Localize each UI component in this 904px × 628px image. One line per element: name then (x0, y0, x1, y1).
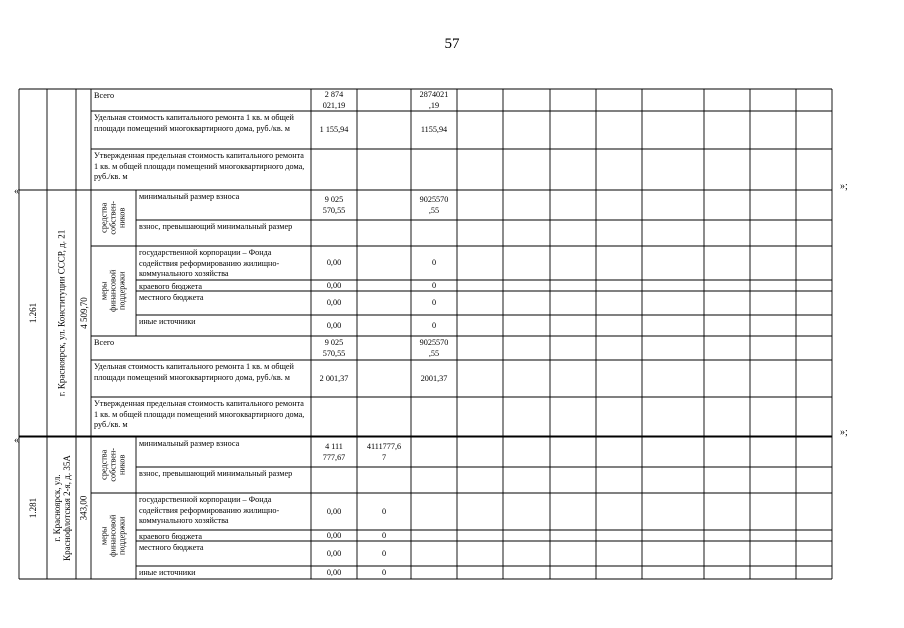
row-label: Утвержденная предельная стоимость капитального ремонта 1 кв. м общей площади помещений многоквартирного дома, руб./кв. м (94, 399, 305, 429)
object-1261-group-owners: средства собствен-ников (99, 201, 128, 235)
value-cell: 4 111 777,67 (322, 442, 346, 462)
value-cell: 9025570 ,55 (419, 338, 449, 358)
value-cell (360, 469, 408, 492)
row-label: местного бюджета (139, 543, 204, 552)
value-cell: 0,00 (326, 568, 342, 577)
value-cell (414, 495, 454, 529)
value-cell: 0 (431, 282, 437, 290)
value-cell: 9025570 ,55 (419, 195, 449, 215)
value-cell: 0 (431, 298, 437, 308)
row-label: иные источники (139, 568, 196, 577)
value-cell (314, 469, 354, 492)
row-label: Всего (94, 91, 115, 100)
row-label: краевого бюджета (139, 282, 203, 290)
object-1281-address-line2: Краснофлотская 2-я, д. 35А (61, 455, 72, 561)
close-quote-2: »; (840, 427, 848, 438)
value-cell: 2 001,37 (319, 373, 349, 383)
value-cell: 9 025 570,55 (322, 195, 346, 215)
value-cell (414, 151, 454, 189)
value-cell (360, 113, 408, 148)
row-label: Всего (94, 338, 115, 347)
value-cell (414, 469, 454, 492)
value-cell: 2 874 021,19 (322, 91, 346, 110)
value-cell (360, 151, 408, 189)
row-label: Удельная стоимость капитального ремонта 1 кв. м общей площади помещений многоквартирного дома, руб./кв. м (94, 113, 294, 133)
row-label: минимальный размер взноса (139, 439, 240, 448)
value-cell (414, 222, 454, 245)
value-cell: 0,00 (326, 548, 342, 558)
value-cell (414, 532, 454, 540)
value-cell: 0,00 (326, 320, 342, 330)
row-label: краевого бюджета (139, 532, 203, 540)
value-cell (414, 439, 454, 466)
row-label: государственной корпорации – Фонда содействия реформированию жилищно-коммунального хозяйства (139, 248, 280, 278)
row-label: Удельная стоимость капитального ремонта 1 кв. м общей площади помещений многоквартирного дома, руб./кв. м (94, 362, 294, 382)
value-cell: 1155,94 (420, 125, 448, 135)
value-cell: 0 (381, 568, 387, 577)
page-number: 57 (444, 36, 460, 52)
object-1261-group-support: меры финансовой поддержки (99, 269, 128, 313)
value-cell (360, 399, 408, 435)
row-label: местного бюджета (139, 293, 204, 302)
value-cell (314, 399, 354, 435)
value-cell (314, 151, 354, 189)
object-1281-address (47, 437, 76, 579)
row-label: государственной корпорации – Фонда содействия реформированию жилищно-коммунального хозяйства (139, 495, 280, 525)
row-label: взнос, превышающий минимальный размер (139, 469, 293, 478)
value-cell: 2874021 ,19 (419, 91, 449, 110)
object-1281-area: 343,00 (78, 495, 89, 521)
close-quote-1: »; (840, 181, 848, 192)
value-cell (314, 222, 354, 245)
open-quote-2: « (14, 435, 19, 446)
value-cell: 1 155,94 (319, 125, 349, 135)
value-cell: 0 (431, 320, 437, 330)
value-cell: 0 (381, 532, 387, 540)
value-cell (360, 317, 408, 335)
value-cell: 0,00 (326, 532, 342, 540)
value-cell (360, 222, 408, 245)
value-cell (360, 248, 408, 279)
value-cell (414, 543, 454, 565)
row-label: иные источники (139, 317, 196, 326)
row-label: Утвержденная предельная стоимость капитального ремонта 1 кв. м общей площади помещений многоквартирного дома, руб./кв. м (94, 151, 305, 181)
value-cell (414, 399, 454, 435)
value-cell (360, 362, 408, 396)
value-cell: 0 (381, 506, 387, 516)
object-1261-id: 1.261 (28, 302, 38, 324)
object-1261-address: г. Красноярск, ул. Конституции СССР, д. 21 (56, 229, 67, 397)
object-1261-area: 4 509,70 (78, 297, 89, 329)
value-cell: 0,00 (326, 282, 342, 290)
value-cell: 0,00 (326, 258, 342, 268)
value-cell: 9 025 570,55 (322, 338, 346, 358)
value-cell (414, 568, 454, 578)
object-1281-group-owners: средства собствен-ников (99, 448, 128, 482)
object-1281-id: 1.281 (28, 497, 38, 519)
object-1281-group-support: меры финансовой поддержки (99, 514, 128, 558)
row-label: минимальный размер взноса (139, 192, 240, 201)
object-1281-address-line1: г. Красноярск, ул. (51, 474, 62, 542)
value-cell (360, 282, 408, 290)
value-cell (360, 293, 408, 314)
value-cell: 0,00 (326, 298, 342, 308)
value-cell: 0 (381, 548, 387, 558)
value-cell (360, 192, 408, 219)
value-cell: 0,00 (326, 506, 342, 516)
value-cell: 4111777,6 7 (366, 442, 402, 462)
value-cell: 2001,37 (420, 373, 448, 383)
row-label: взнос, превышающий минимальный размер (139, 222, 293, 231)
value-cell: 0 (431, 258, 437, 268)
open-quote-1: « (14, 186, 19, 197)
value-cell (360, 338, 408, 359)
value-cell (360, 91, 408, 110)
